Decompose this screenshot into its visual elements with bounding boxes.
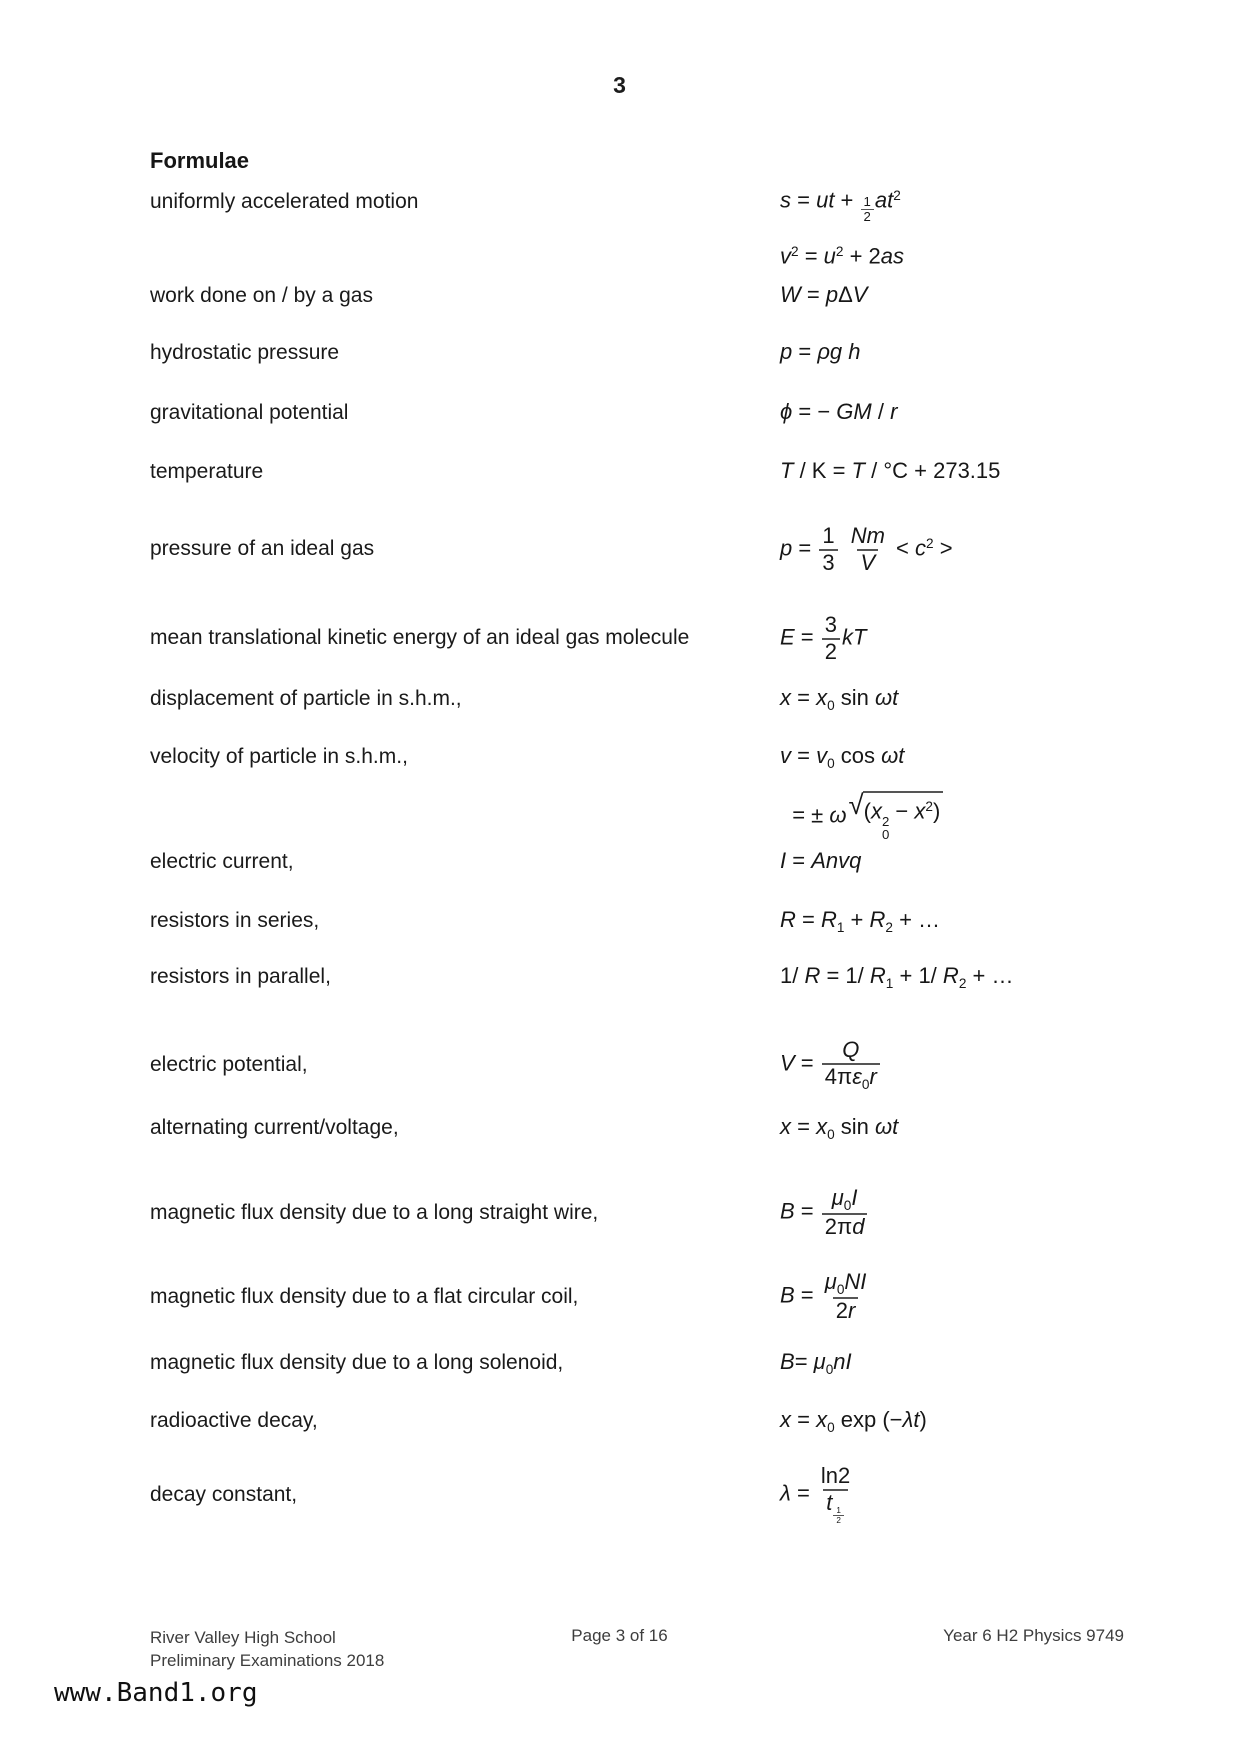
formula-line: s = ut + $\frac{1}{2}$ $at^2$ [780,187,901,225]
formula-expression [780,1406,927,1442]
page-title: Formulae [150,148,250,173]
formula-label: resistors in series, [150,909,320,932]
formula-expression [780,1464,855,1525]
formula-expression [780,962,1013,998]
footer-subject-code: Year 6 H2 Physics 9749 [943,1626,1124,1645]
formula-expression [780,398,897,426]
formula-label: magnetic flux density due to a long solenoid, [150,1351,564,1374]
formula-label: electric current, [150,850,294,873]
formula-row [150,398,1162,426]
formula-expression [780,613,866,664]
formula-label: decay constant, [150,1482,298,1506]
formula-row [150,1348,1162,1384]
formula-row [150,338,1162,366]
formula-expression [780,684,898,720]
formula-expression [780,457,1000,485]
formula-row [150,281,1162,309]
formula-label: mean translational kinetic energy of an ideal gas molecule [150,626,690,650]
formula-expression [780,1270,871,1324]
formula-line: B = $\frac{\mu_0I}{2\pi d}$ [780,1186,869,1240]
formula-label: velocity of particle in s.h.m., [150,745,408,768]
formula-expression [780,1186,869,1240]
formula-line: V = $\frac{Q}{4\pi\varepsilon_0r}$ [780,1038,882,1092]
formula-row [150,742,1162,842]
formula-line: T / K = T / °C + 273.15 [780,458,1001,483]
formula-label: work done on / by a gas [150,284,373,307]
formula-label: gravitational potential [150,401,349,424]
formula-row [150,1038,1162,1092]
formula-label: magnetic flux density due to a long straight wire, [150,1200,599,1224]
formula-line: B = $\frac{\mu_0NI}{2r}$ [780,1269,867,1324]
formula-label: electric potential, [150,1052,308,1076]
formula-row [150,1270,1162,1324]
formula-expression [780,182,904,271]
formula-expression [780,338,861,366]
formula-line: $v^2 = u^2 + 2as$ [780,243,905,269]
formula-line: $x = x_0$ exp (−λt) [780,1407,927,1435]
footer-exam-name: Preliminary Examinations 2018 [150,1651,385,1670]
formula-label: radioactive decay, [150,1409,318,1432]
formula-expression [780,742,943,842]
formula-line: λ = ln2 t $_{\frac{1}{2}}$ [780,1463,851,1526]
formula-row [150,1113,1162,1149]
formula-label: pressure of an ideal gas [150,537,375,561]
formula-expression [780,1113,898,1149]
formula-expression [780,906,940,942]
formula-expression [780,281,867,309]
formula-line: E = $\frac{3}{2}$ kT [780,612,867,664]
formula-expression [780,1038,882,1092]
page-number: 3 [613,72,626,98]
formula-row [150,613,1162,664]
formula-row [150,1406,1162,1442]
formula-row [150,182,1162,271]
formula-label: resistors in parallel, [150,965,331,988]
formula-line: I = Anvq [780,848,862,873]
formula-label: temperature [150,460,264,483]
formula-row [150,1464,1162,1525]
formula-row [150,684,1162,720]
formula-label: magnetic flux density due to a flat circular coil, [150,1284,579,1308]
footer-page-indicator: Page 3 of 16 [571,1626,668,1645]
formula-row [150,962,1162,998]
formula-line: = ± ω √ (x 2 0 − $x^2$) [780,791,943,842]
formula-line: $B= \mu_0nI$ [780,1349,852,1377]
formula-label: displacement of particle in s.h.m., [150,687,462,710]
formula-row [150,457,1162,485]
formula-expression [780,524,953,575]
formula-row [150,524,1162,575]
formula-line: $v = v_0$ cos ωt [780,743,905,771]
formula-line: $x = x_0$ sin ωt [780,685,899,713]
formula-row [150,847,1162,875]
formula-row [150,1186,1162,1240]
formula-line: p = $\frac{1}{3}$ $\frac{Nm}{V}$ < $c^2$ > [780,523,953,575]
formula-expression [780,847,861,875]
formula-line: $x = x_0$ sin ωt [780,1114,899,1142]
formula-line: $R = R_1 + R_2$ + … [780,907,941,935]
formula-line: p = ρg h [780,339,861,364]
formula-label: alternating current/voltage, [150,1116,399,1139]
formula-line: ϕ = − GM / r [780,399,898,424]
formula-line: W = pΔV [780,282,868,307]
footer-school-name: River Valley High School [150,1628,336,1647]
watermark-text: www.Band1.org [54,1678,258,1708]
formula-line: 1/ R = 1/ $R_1 + 1/$ $R_2$ + … [780,963,1014,991]
formula-row [150,906,1162,942]
formula-expression [780,1348,852,1384]
formula-label: hydrostatic pressure [150,341,340,364]
formula-label: uniformly accelerated motion [150,189,419,213]
